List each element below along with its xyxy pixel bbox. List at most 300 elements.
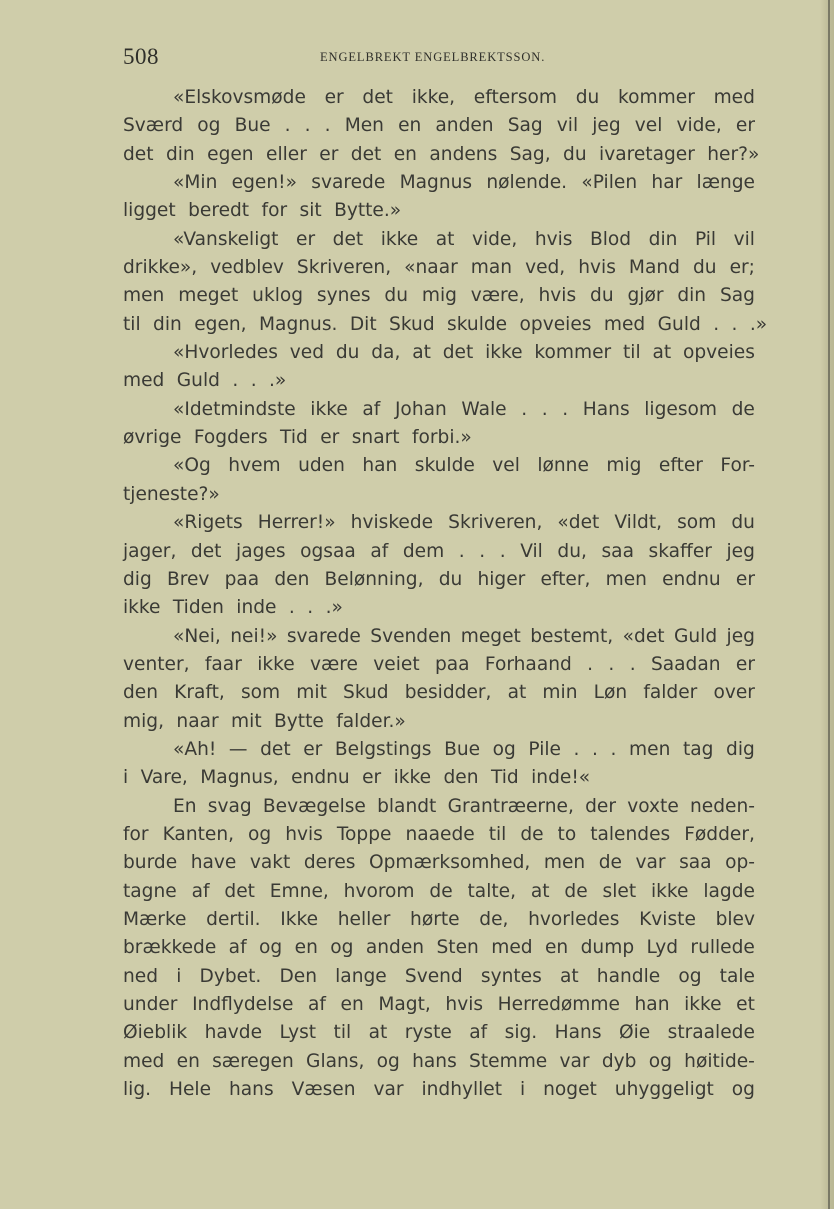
word: dem	[402, 540, 445, 562]
word: skulde	[414, 455, 475, 477]
word: Øieblik	[123, 1022, 188, 1044]
word: Sværd	[123, 115, 184, 137]
word: «Ah!	[173, 738, 217, 760]
text-line	[123, 538, 755, 566]
word: din	[677, 285, 707, 307]
word: ikke	[684, 994, 722, 1015]
word: Brev	[166, 568, 210, 590]
text-line	[123, 1048, 755, 1076]
word: var	[635, 852, 666, 874]
word: sig.	[504, 1022, 538, 1044]
word: lig.	[123, 1079, 152, 1101]
word: talte,	[467, 880, 517, 902]
line-text: til din egen, Magnus. Dit Skud skulde opveies med Guld . . .»	[123, 313, 768, 335]
text-line	[123, 679, 755, 707]
word: af	[228, 937, 247, 959]
word: en	[544, 937, 569, 959]
word: Dybet.	[199, 965, 262, 987]
word: saa	[601, 540, 634, 562]
word: Hele	[169, 1079, 212, 1101]
word: uden	[298, 455, 345, 477]
word: og	[248, 823, 272, 845]
word: vedblev	[210, 257, 284, 279]
word: hvis	[534, 228, 573, 250]
word: handle	[596, 965, 661, 987]
word: ved	[289, 342, 324, 364]
word: anden	[365, 937, 425, 959]
word: naaede	[405, 823, 475, 845]
word: hviskede	[350, 512, 434, 534]
word: dyb	[601, 1050, 637, 1072]
word: noget	[543, 1079, 597, 1101]
word: det	[224, 880, 255, 902]
word: du	[438, 568, 463, 590]
word: rullede	[690, 937, 755, 959]
word: du	[384, 285, 408, 307]
word: meget	[178, 285, 239, 307]
word: høitide-	[684, 1050, 755, 1072]
word: at	[435, 228, 455, 250]
word: eftersom	[473, 87, 558, 108]
word: neden-	[689, 795, 755, 817]
text-line	[123, 793, 755, 821]
text-line	[123, 594, 755, 622]
word: Mand	[628, 257, 680, 279]
word: Johan	[394, 398, 447, 420]
text-line	[123, 282, 755, 310]
word: dertil.	[206, 908, 261, 930]
running-head: ENGELBREKT ENGELBREKTSSON.	[320, 50, 546, 64]
word: en	[176, 1050, 200, 1072]
text-line	[123, 367, 755, 395]
word: Indflydelse	[192, 994, 294, 1015]
text-line	[123, 169, 755, 197]
word: uklog	[252, 285, 304, 307]
word: heller	[337, 908, 391, 930]
word: Belønning,	[324, 568, 424, 590]
word: ned	[123, 965, 159, 987]
word: Mærke	[123, 908, 187, 930]
word: —	[228, 738, 248, 760]
word: endnu	[662, 568, 721, 590]
word: Hans	[554, 1022, 602, 1044]
word: at	[530, 880, 550, 902]
word: Vil	[520, 540, 543, 562]
word: Emne,	[269, 880, 329, 902]
word: min	[542, 682, 578, 704]
word: kommer	[618, 87, 695, 108]
word: de,	[479, 908, 509, 930]
text-line	[123, 226, 755, 254]
word: lagde	[703, 880, 755, 902]
word: og	[648, 1050, 672, 1072]
word: En	[173, 795, 197, 817]
text-line	[123, 764, 755, 792]
word: med	[491, 937, 533, 959]
word: og	[376, 1050, 400, 1072]
word: hvis	[538, 285, 577, 307]
word: dig	[726, 738, 755, 760]
word: falder	[643, 682, 698, 704]
word: det	[442, 342, 474, 364]
word: efter,	[540, 568, 591, 590]
text-line	[123, 906, 755, 934]
word: .	[610, 738, 617, 760]
word: .	[573, 738, 580, 760]
word: jeg	[592, 115, 621, 137]
text-line	[123, 84, 755, 112]
word: saa	[679, 852, 712, 874]
word: jeg	[726, 625, 755, 647]
word: hvis	[578, 257, 616, 279]
word: har	[651, 172, 683, 194]
word: «det	[622, 625, 665, 647]
line-text: i Vare, Magnus, endnu er ikke den Tid inde!«	[123, 767, 591, 789]
word: den	[123, 682, 159, 704]
word: at	[412, 342, 431, 364]
word: Fødder,	[684, 823, 755, 845]
body-text	[123, 84, 768, 1104]
text-line	[123, 141, 760, 169]
word: .	[608, 653, 615, 675]
word: og	[492, 738, 516, 760]
word: vide,	[676, 115, 722, 137]
word: Glans,	[306, 1050, 365, 1072]
word: Herrer!»	[257, 512, 336, 534]
word: .	[324, 115, 331, 137]
word: at	[559, 965, 579, 987]
word: have	[190, 852, 237, 874]
word: en	[398, 115, 422, 137]
word: Kanten,	[162, 823, 235, 845]
word: hvorledes	[528, 908, 620, 930]
word: uhyggeligt	[614, 1079, 714, 1101]
text-line	[123, 396, 755, 424]
word: vakt	[249, 852, 291, 874]
word: var	[373, 1079, 404, 1101]
word: Belgstings	[334, 738, 432, 760]
text-line	[123, 424, 755, 452]
word: .	[458, 540, 465, 562]
word: den	[274, 568, 310, 590]
text-line	[123, 1076, 755, 1104]
word: vel	[634, 115, 663, 137]
word: for	[123, 823, 149, 845]
word: det	[332, 228, 364, 250]
word: For-	[720, 455, 755, 477]
word: af	[307, 994, 326, 1015]
word: Skriveren,	[296, 257, 392, 279]
word: meget	[460, 625, 521, 647]
page-number: 508	[123, 44, 159, 69]
text-line	[123, 623, 755, 651]
word: Guld	[673, 625, 718, 647]
word: indhyllet	[421, 1079, 503, 1101]
word: .	[499, 540, 506, 562]
text-line	[123, 849, 755, 877]
page-edge	[820, 0, 834, 1209]
word: veiet	[373, 653, 420, 675]
word: jages	[236, 540, 286, 562]
word: Blod	[590, 228, 632, 250]
word: .	[587, 653, 594, 675]
word: higer	[477, 568, 526, 590]
word: mit	[296, 682, 327, 704]
word: ikke,	[411, 87, 456, 108]
line-text: tjeneste?»	[123, 483, 220, 505]
word: deres	[303, 852, 356, 874]
word: af	[362, 398, 381, 420]
word: svag	[207, 795, 252, 817]
word: burde	[123, 852, 178, 874]
word: Pil	[694, 228, 717, 250]
word: Magt,	[378, 994, 431, 1015]
word: et	[736, 994, 755, 1015]
word: Øie	[618, 1022, 651, 1044]
word: «Elskovsmøde	[173, 87, 306, 108]
line-text: øvrige Fogders Tid er snart forbi.»	[123, 427, 472, 449]
word: Kraft,	[174, 682, 225, 704]
word: hørte	[410, 908, 460, 930]
word: lønne	[537, 455, 589, 477]
word: faar	[204, 653, 242, 675]
text-line	[123, 651, 755, 679]
word: voxte	[627, 795, 679, 817]
word: .	[521, 398, 528, 420]
word: «Vanskeligt	[173, 228, 279, 250]
word: tagne	[123, 880, 177, 902]
word: Men	[344, 115, 384, 137]
text-line	[123, 1019, 755, 1047]
word: Lyst	[279, 1022, 317, 1044]
word: er	[296, 228, 316, 250]
text-line	[123, 112, 755, 140]
word: ikke	[485, 342, 523, 364]
word: at	[368, 1022, 388, 1044]
word: mig	[421, 285, 457, 307]
word: er;	[729, 257, 755, 279]
line-text: ikke Tiden inde . . .»	[123, 597, 343, 619]
line-text: ligget beredt for sit Bytte.»	[123, 200, 402, 222]
word: .	[562, 398, 569, 420]
word: «Hvorledes	[173, 342, 278, 364]
word: .	[629, 653, 636, 675]
word: blandt	[377, 795, 437, 817]
word: som	[240, 682, 281, 704]
word: Væsen	[291, 1079, 356, 1101]
word: du,	[557, 540, 587, 562]
text-line	[123, 481, 755, 509]
word: op-	[725, 852, 755, 874]
word: er	[303, 738, 323, 760]
word: ogsaa	[300, 540, 356, 562]
word: Løn	[593, 682, 628, 704]
word: man	[470, 257, 513, 279]
word: men	[605, 568, 647, 590]
word: Sag	[507, 115, 543, 137]
line-text: det din egen eller er det en andens Sag, du ivaretager her?»	[123, 143, 760, 165]
word: Wale	[461, 398, 507, 420]
word: nei!»	[230, 625, 278, 647]
word: særegen	[212, 1050, 294, 1072]
word: .	[304, 115, 311, 137]
word: Sten	[436, 937, 479, 959]
word: besidder,	[404, 682, 492, 704]
word: bestemt,	[530, 625, 614, 647]
word: over	[713, 682, 755, 704]
word: og	[678, 965, 702, 987]
word: nølende.	[486, 172, 568, 194]
word: du	[335, 342, 360, 364]
word: Skud	[343, 682, 389, 704]
text-line	[123, 934, 755, 962]
word: «Idetmindste	[173, 398, 296, 420]
word: der	[585, 795, 616, 817]
word: vide,	[471, 228, 518, 250]
word: han	[362, 455, 398, 477]
word: til	[623, 342, 641, 364]
word: er	[735, 653, 755, 675]
word: de	[520, 823, 544, 845]
word: «Og	[173, 455, 211, 477]
word: ikke	[380, 228, 419, 250]
text-line	[123, 566, 755, 594]
word: jeg	[726, 540, 755, 562]
word: og	[330, 937, 354, 959]
word: Stemme	[469, 1050, 548, 1072]
text-line	[123, 736, 755, 764]
word: lange	[335, 965, 387, 987]
word: Saadan	[650, 653, 721, 675]
word: kommer	[534, 342, 612, 364]
word: Opmærksomhed,	[368, 852, 531, 874]
word: ikke	[650, 880, 689, 902]
word: Kviste	[639, 908, 696, 930]
word: er	[735, 568, 755, 590]
word: være	[310, 653, 358, 675]
word: hvis	[445, 994, 484, 1015]
word: anden	[435, 115, 494, 137]
text-line	[123, 254, 755, 282]
text-line	[123, 708, 755, 736]
word: Sag	[719, 285, 755, 307]
word: skaffer	[648, 540, 712, 562]
word: han	[634, 994, 670, 1015]
word: af	[469, 1022, 488, 1044]
word: gjør	[627, 285, 664, 307]
word: ikke	[310, 398, 348, 420]
line-text: mig, naar mit Bytte falder.»	[123, 710, 406, 732]
word: talendes	[590, 823, 671, 845]
word: er	[735, 115, 755, 137]
word: under	[123, 994, 178, 1015]
word: i	[520, 1079, 526, 1101]
word: hvis	[285, 823, 323, 845]
word: du	[590, 285, 614, 307]
text-line	[123, 878, 755, 906]
word: mig	[606, 455, 642, 477]
word: være,	[470, 285, 525, 307]
word: Forhaand	[484, 653, 572, 675]
word: det	[190, 540, 222, 562]
text-line	[123, 311, 768, 339]
word: «Nei,	[173, 625, 221, 647]
word: .	[592, 738, 598, 760]
word: og	[731, 1079, 755, 1101]
word: Grantræerne,	[447, 795, 574, 817]
text-line	[123, 991, 755, 1019]
word: «naar	[404, 257, 458, 279]
word: at	[507, 682, 527, 704]
page-edge-line	[828, 0, 830, 1209]
word: og	[259, 937, 283, 959]
word: at	[652, 342, 672, 364]
word: Den	[279, 965, 317, 987]
word: ligesom	[644, 398, 718, 420]
word: dump	[580, 937, 635, 959]
word: paa	[224, 568, 260, 590]
word: straalede	[667, 1022, 755, 1044]
word: en	[340, 994, 364, 1015]
word: venter,	[123, 653, 190, 675]
word: paa	[434, 653, 470, 675]
word: hans	[412, 1050, 457, 1072]
text-line	[123, 452, 755, 480]
word: du	[575, 87, 600, 108]
word: er	[324, 87, 344, 108]
word: «Pilen	[581, 172, 638, 194]
word: med	[713, 87, 755, 108]
word: havde	[204, 1022, 263, 1044]
word: Magnus	[399, 172, 473, 194]
word: som	[677, 512, 717, 534]
word: Skriveren,	[448, 512, 543, 534]
word: «Rigets	[173, 512, 243, 534]
word: da,	[371, 342, 401, 364]
word: men	[123, 285, 165, 307]
word: svarede	[286, 625, 361, 647]
text-line	[123, 509, 755, 537]
word: Bevægelse	[262, 795, 366, 817]
word: men	[629, 738, 671, 760]
word: og	[197, 115, 221, 137]
text-line	[123, 339, 755, 367]
word: Ikke	[280, 908, 319, 930]
word: Herredømme	[497, 994, 620, 1015]
word: «Min	[173, 172, 218, 194]
word: drikke»,	[123, 257, 198, 279]
word: slet	[602, 880, 637, 902]
word: var	[559, 1050, 590, 1072]
word: «det	[557, 512, 600, 534]
word: af	[370, 540, 389, 562]
text-line	[123, 197, 755, 225]
word: hvorom	[343, 880, 415, 902]
word: vil	[556, 115, 579, 137]
word: tag	[682, 738, 714, 760]
word: Toppe	[336, 823, 392, 845]
word: svarede	[311, 172, 386, 194]
word: Svenden	[370, 625, 452, 647]
word: .	[284, 115, 291, 137]
word: din	[648, 228, 678, 250]
word: .	[479, 540, 486, 562]
word: synes	[316, 285, 371, 307]
word: det	[362, 87, 393, 108]
word: en	[294, 937, 318, 959]
word: Bue	[444, 738, 481, 760]
word: til	[333, 1022, 352, 1044]
